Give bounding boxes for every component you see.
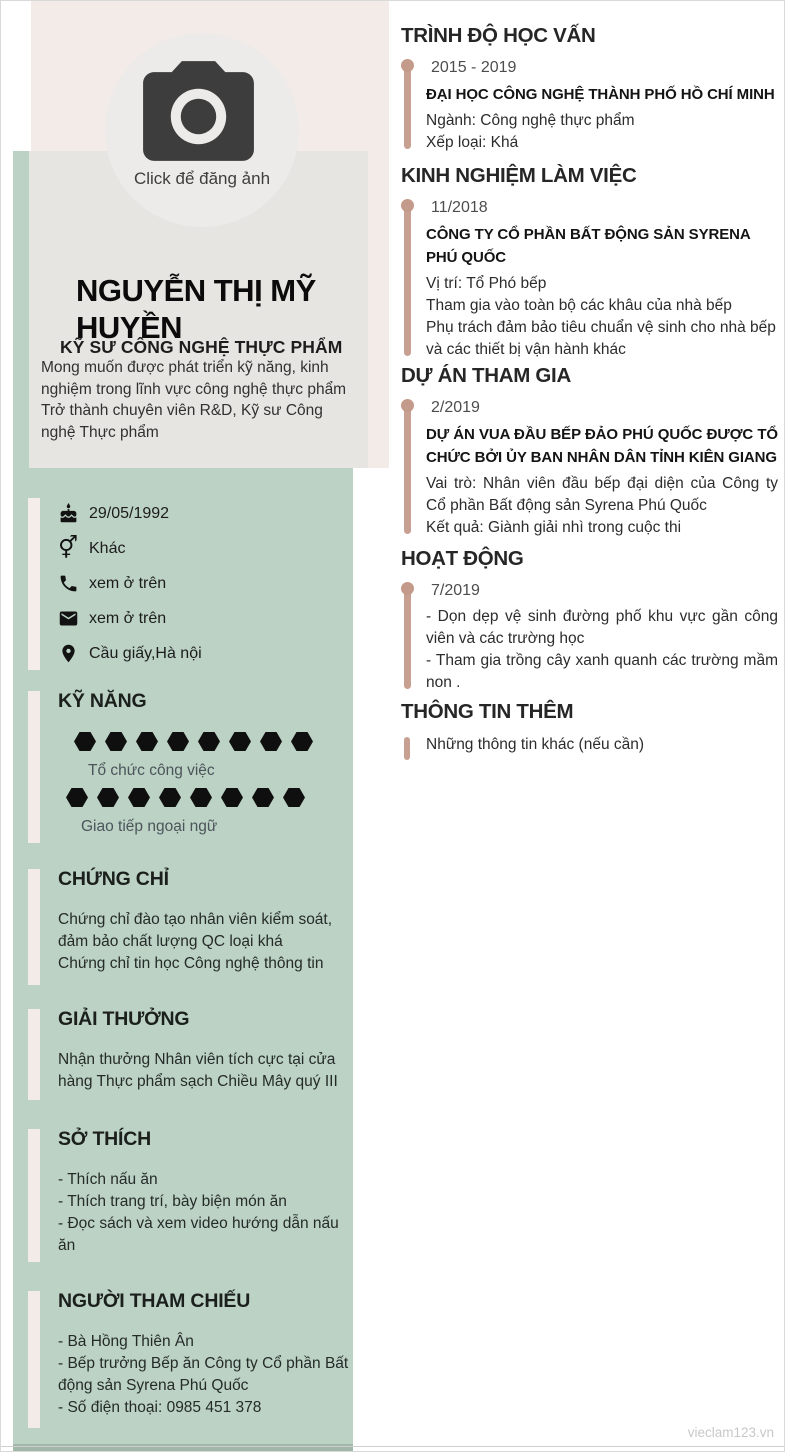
photo-upload-circle[interactable] (105, 33, 299, 227)
skill-hexagon (252, 788, 274, 807)
hobbies-list (58, 1169, 353, 1257)
site-watermark: vieclam123.vn (687, 1425, 774, 1440)
references-section (28, 1289, 353, 1434)
education-section (401, 23, 778, 154)
certificates-heading: CHỨNG CHỈ (58, 868, 169, 890)
entry-line: Phụ trách đảm bảo tiêu chuẩn vệ sinh cho nhà bếp và các thiết bị vận hành khác (426, 319, 776, 358)
reference-item: - Bếp trưởng Bếp ăn Công ty Cổ phần Bất động sản Syrena Phú Quốc (58, 1355, 349, 1394)
contact-text: 29/05/1992 (89, 504, 170, 522)
email-icon (56, 608, 80, 629)
awards-list (58, 1049, 353, 1093)
activities-entries (401, 581, 778, 694)
entry-line: Xếp loại: Khá (426, 134, 519, 151)
skills-heading: KỸ NĂNG (58, 690, 147, 712)
skill-hexagon (221, 788, 243, 807)
skill-hexagon (136, 732, 158, 751)
skill-hexagon (74, 732, 96, 751)
hobbies-heading: SỞ THÍCH (58, 1128, 152, 1150)
entry-line: Vai trò: Nhân viên đầu bếp đại diện của Công ty Cổ phần Bất động sản Syrena Phú Quốc (426, 475, 778, 514)
reference-item: - Bà Hồng Thiên Ân (58, 1333, 194, 1350)
more-info-text: Những thông tin khác (nếu cần) (426, 736, 645, 753)
entry-date: 2/2019 (431, 399, 480, 416)
skill-hexagon (291, 732, 313, 751)
contact-text: xem ở trên (89, 609, 167, 627)
certificate-item: Chứng chỉ tin học Công nghệ thông tin (58, 955, 324, 972)
more-info-section (401, 699, 778, 756)
contact-item (28, 601, 353, 636)
contact-text: Cầu giấy,Hà nội (89, 644, 202, 662)
more-info-heading: THÔNG TIN THÊM (401, 700, 574, 723)
skills-list (58, 732, 353, 837)
projects-section (401, 363, 778, 539)
entry-date: 2015 - 2019 (431, 59, 517, 76)
references-heading: NGƯỜI THAM CHIẾU (58, 1290, 251, 1312)
activities-heading: HOẠT ĐỘNG (401, 547, 524, 570)
timeline-entry (401, 581, 778, 694)
entry-title: CÔNG TY CỔ PHẦN BẤT ĐỘNG SẢN SYRENA PHÚ QUỐC (426, 226, 751, 266)
experience-section (401, 163, 778, 361)
entry-line: - Dọn dẹp vệ sinh đường phố khu vực gần công viên và các trường học (426, 608, 778, 647)
awards-heading: GIẢI THƯỞNG (58, 1008, 190, 1030)
contact-item (28, 636, 353, 671)
skill-hexagon (167, 732, 189, 751)
skill-hexagon (283, 788, 305, 807)
contact-text: xem ở trên (89, 574, 167, 592)
skill-hexagon (229, 732, 251, 751)
entry-line: Vị trí: Tổ Phó bếp (426, 275, 547, 292)
skill-level-dots (74, 732, 353, 751)
skill-hexagon (159, 788, 181, 807)
entry-lines (426, 473, 778, 539)
timeline-entry (401, 398, 778, 539)
skill-item (58, 732, 353, 781)
reference-item: - Số điện thoại: 0985 451 378 (58, 1399, 262, 1416)
award-item: Nhận thưởng Nhân viên tích cực tại cửa hàng Thực phẩm sạch Chiều Mây quý III (58, 1051, 338, 1090)
camera-icon (132, 50, 265, 183)
entry-date: 7/2019 (431, 582, 480, 599)
candidate-name: NGUYỄN THỊ MỸ HUYỀN (76, 272, 316, 345)
timeline-entry (401, 198, 778, 361)
certificate-item: Chứng chỉ đào tạo nhân viên kiểm soát, đảm bảo chất lượng QC loại khá (58, 911, 333, 950)
hobby-item: - Thích trang trí, bày biện món ăn (58, 1193, 287, 1210)
education-heading: TRÌNH ĐỘ HỌC VẤN (401, 24, 596, 47)
experience-entries (401, 198, 778, 361)
contact-text: Khác (89, 539, 126, 557)
skill-hexagon (198, 732, 220, 751)
phone-icon (56, 573, 80, 594)
skill-hexagon (260, 732, 282, 751)
skill-item (58, 788, 353, 837)
education-entries (401, 58, 778, 154)
skill-level-dots (66, 788, 353, 807)
projects-heading: DỰ ÁN THAM GIA (401, 364, 571, 387)
location-pin-icon (56, 643, 80, 664)
career-objective: Mong muốn được phát triển kỹ năng, kinh nghiệm trong lĩnh vực công nghệ thực phẩm Trở thành chuyên viên R&D, Kỹ sư Công nghệ Thực phẩm (41, 359, 347, 441)
contact-item (28, 531, 353, 566)
hobby-item: - Thích nấu ăn (58, 1171, 158, 1188)
hobby-item: - Đọc sách và xem video hướng dẫn nấu ăn (58, 1215, 339, 1254)
entry-title: DỰ ÁN VUA ĐẦU BẾP ĐẢO PHÚ QUỐC ĐƯỢC TỔ CHỨC BỞI ỦY BAN NHÂN DÂN TỈNH KIÊN GIANG (426, 426, 778, 466)
skill-hexagon (105, 732, 127, 751)
birthday-cake-icon (56, 503, 80, 524)
skills-section (28, 689, 353, 849)
entry-lines (426, 273, 778, 361)
more-info-entry (401, 734, 778, 756)
contact-item (28, 496, 353, 531)
entry-line: Ngành: Công nghệ thực phẩm (426, 112, 635, 129)
entry-line: Tham gia vào toàn bộ các khâu của nhà bếp (426, 297, 732, 314)
hobbies-section (28, 1127, 353, 1268)
contact-list (28, 496, 353, 671)
page-bottom-divider (1, 1446, 784, 1447)
skill-hexagon (66, 788, 88, 807)
entry-date: 11/2018 (431, 199, 488, 216)
entry-title: ĐẠI HỌC CÔNG NGHỆ THÀNH PHỐ HỒ CHÍ MINH (426, 86, 775, 103)
references-list (58, 1331, 353, 1419)
certificates-section (28, 867, 353, 991)
entry-line: - Tham gia trồng cây xanh quanh các trường mầm non . (426, 652, 778, 691)
certificates-list (58, 909, 353, 975)
timeline-entry (401, 58, 778, 154)
experience-heading: KINH NGHIỆM LÀM VIỆC (401, 164, 637, 187)
skill-hexagon (128, 788, 150, 807)
skill-label: Tổ chức công việc (88, 762, 215, 779)
entry-lines (426, 110, 778, 154)
gender-icon: ⚥ (58, 535, 78, 561)
skill-hexagon (97, 788, 119, 807)
entry-line: Kết quả: Giành giải nhì trong cuộc thi (426, 519, 682, 536)
projects-entries (401, 398, 778, 539)
skill-hexagon (190, 788, 212, 807)
contact-section (28, 496, 353, 672)
skill-label: Giao tiếp ngoại ngữ (81, 818, 218, 835)
awards-section (28, 1007, 353, 1106)
activities-section (401, 546, 778, 694)
entry-lines (426, 606, 778, 694)
photo-upload-label: Click để đăng ảnh (133, 169, 271, 188)
candidate-title: KỸ SƯ CÔNG NGHỆ THỰC PHẨM (60, 337, 343, 357)
contact-item (28, 566, 353, 601)
